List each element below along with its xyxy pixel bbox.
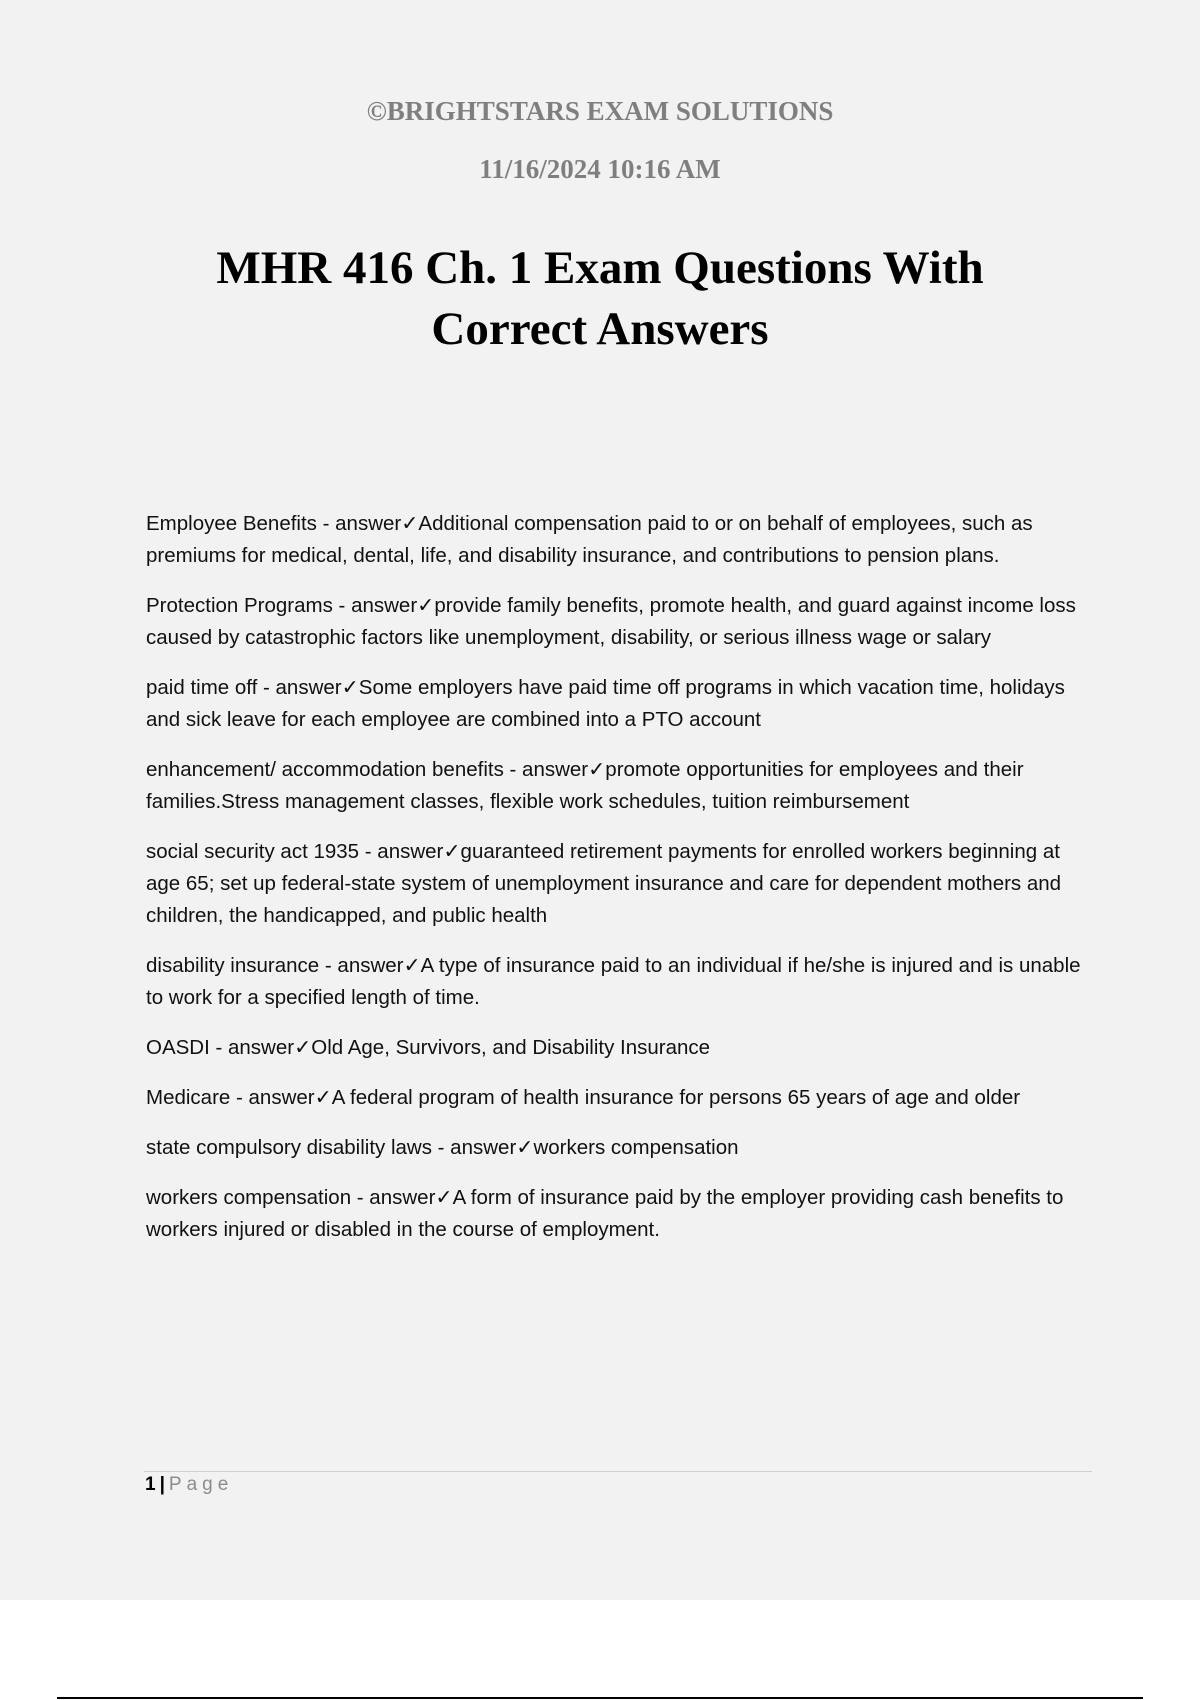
qa-entry: Medicare - answer✓A federal program of health insurance for persons 65 years of age and older — [146, 1086, 1021, 1109]
qa-entry: Protection Programs - answer✓provide family benefits, promote health, and guard against income loss caused by catastrophic factors like unemployment, disability, or serious illness wage or salary — [146, 594, 1076, 649]
qa-list — [146, 508, 1086, 1264]
brand-header: ©BRIGHTSTARS EXAM SOLUTIONS — [366, 96, 834, 126]
qa-entry: paid time off - answer✓Some employers have paid time off programs in which vacation time, holidays and sick leave for each employee are combined into a PTO account — [146, 676, 1065, 731]
qa-entry: workers compensation - answer✓A form of insurance paid by the employer providing cash benefits to workers injured or disabled in the course of employment. — [146, 1186, 1064, 1241]
page-footer — [145, 1474, 233, 1496]
page-number: 1 — [145, 1474, 156, 1495]
qa-entry: state compulsory disability laws - answer✓workers compensation — [146, 1136, 739, 1159]
qa-entry: Employee Benefits - answer✓Additional compensation paid to or on behalf of employees, such as premiums for medical, dental, life, and disability insurance, and contributions to pension plans. — [146, 512, 1033, 567]
qa-entry: disability insurance - answer✓A type of insurance paid to an individual if he/she is injured and is unable to work for a specified length of time. — [146, 954, 1081, 1009]
timestamp-header: 11/16/2024 10:16 AM — [479, 154, 721, 184]
qa-entry: social security act 1935 - answer✓guaranteed retirement payments for enrolled workers beginning at age 65; set up federal-state system of unemployment insurance and care for dependent mothers and children, the handicapped, and public health — [146, 840, 1062, 927]
footer-separator: | — [159, 1474, 165, 1495]
next-page-divider — [57, 1697, 1143, 1699]
page-label: Page — [168, 1474, 234, 1495]
qa-entry: enhancement/ accommodation benefits - answer✓promote opportunities for employees and their families.Stress management classes, flexible work schedules, tuition reimbursement — [146, 758, 1024, 813]
document-title: MHR 416 Ch. 1 Exam Questions With Correct Answers — [216, 242, 984, 355]
footer-divider — [144, 1471, 1092, 1472]
qa-entry: OASDI - answer✓Old Age, Survivors, and Disability Insurance — [146, 1036, 711, 1059]
